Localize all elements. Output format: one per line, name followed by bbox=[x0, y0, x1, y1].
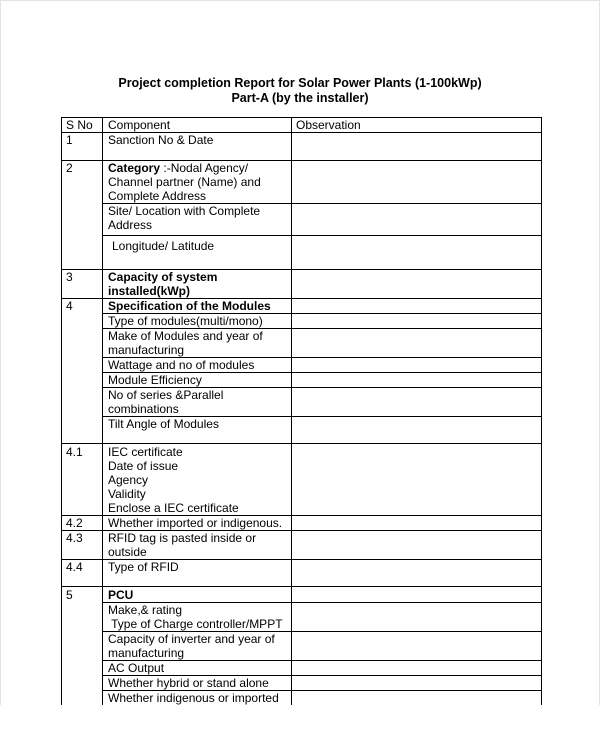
observation-cell bbox=[292, 661, 542, 676]
component-cell bbox=[103, 270, 292, 299]
table-row bbox=[62, 388, 542, 417]
component-cell: Longitude/ Latitude bbox=[103, 236, 292, 270]
pcu-make-line: Make,& rating bbox=[108, 603, 183, 617]
row-sno: 4.4 bbox=[62, 560, 103, 587]
table-row bbox=[62, 587, 542, 603]
observation-cell bbox=[292, 632, 542, 661]
row-sno: 5 bbox=[62, 587, 103, 711]
iec-line: Agency bbox=[108, 473, 149, 487]
table-row bbox=[62, 133, 542, 161]
table-row bbox=[62, 161, 542, 204]
table-row bbox=[62, 358, 542, 373]
table-row bbox=[62, 417, 542, 444]
observation-cell bbox=[292, 444, 542, 516]
component-cell: AC Output bbox=[103, 661, 292, 676]
component-cell: Type of RFID bbox=[103, 560, 292, 587]
table-row bbox=[62, 373, 542, 388]
iec-line: Date of issue bbox=[108, 459, 179, 473]
category-label: Category bbox=[108, 161, 161, 175]
header-component: Component bbox=[103, 118, 292, 133]
table-row bbox=[62, 204, 542, 236]
table-row bbox=[62, 603, 542, 632]
component-cell bbox=[103, 444, 292, 516]
iec-line: IEC certificate bbox=[108, 445, 183, 459]
header-sno: S No bbox=[62, 118, 103, 133]
iec-line: Validity bbox=[108, 487, 146, 501]
table-row bbox=[62, 329, 542, 358]
observation-cell bbox=[292, 531, 542, 560]
table-row bbox=[62, 314, 542, 329]
table-row bbox=[62, 270, 542, 299]
component-cell: Whether indigenous or imported bbox=[103, 691, 292, 711]
observation-cell bbox=[292, 358, 542, 373]
row-sno: 2 bbox=[62, 161, 103, 270]
observation-cell bbox=[292, 133, 542, 161]
component-cell bbox=[103, 299, 292, 314]
row-sno: 4 bbox=[62, 299, 103, 444]
component-cell: Wattage and no of modules bbox=[103, 358, 292, 373]
row-sno: 1 bbox=[62, 133, 103, 161]
iec-line: Enclose a IEC certificate bbox=[108, 501, 239, 515]
component-cell bbox=[103, 161, 292, 204]
component-cell: No of series &Parallel combinations bbox=[103, 388, 292, 417]
capacity-label: Capacity of system installed(kWp) bbox=[108, 270, 218, 298]
observation-cell bbox=[292, 236, 542, 270]
component-cell: RFID tag is pasted inside or outside bbox=[103, 531, 292, 560]
component-cell: Whether imported or indigenous. bbox=[103, 516, 292, 531]
component-cell: Site/ Location with Complete Address bbox=[103, 204, 292, 236]
observation-cell bbox=[292, 676, 542, 691]
observation-cell bbox=[292, 587, 542, 603]
pcu-label: PCU bbox=[108, 588, 134, 602]
component-cell bbox=[103, 587, 292, 603]
header-observation: Observation bbox=[292, 118, 542, 133]
observation-cell bbox=[292, 204, 542, 236]
component-cell: Sanction No & Date bbox=[103, 133, 292, 161]
table-row bbox=[62, 516, 542, 531]
row-sno: 4.3 bbox=[62, 531, 103, 560]
component-cell: Tilt Angle of Modules bbox=[103, 417, 292, 444]
observation-cell bbox=[292, 314, 542, 329]
component-cell: Type of modules(multi/mono) bbox=[103, 314, 292, 329]
table-row bbox=[62, 531, 542, 560]
row-sno: 4.1 bbox=[62, 444, 103, 516]
report-table bbox=[61, 117, 542, 711]
component-cell: Capacity of inverter and year of manufacturing bbox=[103, 632, 292, 661]
row-sno: 4.2 bbox=[62, 516, 103, 531]
report-title bbox=[0, 76, 600, 106]
table-row bbox=[62, 299, 542, 314]
modules-label: Specification of the Modules bbox=[108, 299, 271, 313]
observation-cell bbox=[292, 516, 542, 531]
component-cell: Make of Modules and year of manufacturing bbox=[103, 329, 292, 358]
observation-cell bbox=[292, 560, 542, 587]
observation-cell bbox=[292, 417, 542, 444]
table-header-row bbox=[62, 118, 542, 133]
observation-cell bbox=[292, 388, 542, 417]
component-cell: Module Efficiency bbox=[103, 373, 292, 388]
observation-cell bbox=[292, 373, 542, 388]
table-row bbox=[62, 676, 542, 691]
observation-cell bbox=[292, 270, 542, 299]
table-row bbox=[62, 632, 542, 661]
row-sno: 3 bbox=[62, 270, 103, 299]
title-line-1: Project completion Report for Solar Power Plants (1-100kWp) bbox=[118, 76, 482, 90]
table-row bbox=[62, 560, 542, 587]
category-text: :-Nodal Agency/ Channel partner (Name) and Complete Address bbox=[108, 161, 261, 203]
component-cell bbox=[103, 603, 292, 632]
observation-cell bbox=[292, 299, 542, 314]
title-line-2: Part-A (by the installer) bbox=[231, 91, 369, 105]
page-cutoff bbox=[0, 705, 600, 730]
table-row bbox=[62, 444, 542, 516]
observation-cell bbox=[292, 329, 542, 358]
table-row bbox=[62, 661, 542, 676]
pcu-charge-line: Type of Charge controller/MPPT bbox=[108, 617, 283, 631]
table-row bbox=[62, 236, 542, 270]
observation-cell bbox=[292, 603, 542, 632]
observation-cell bbox=[292, 161, 542, 204]
component-cell: Whether hybrid or stand alone bbox=[103, 676, 292, 691]
